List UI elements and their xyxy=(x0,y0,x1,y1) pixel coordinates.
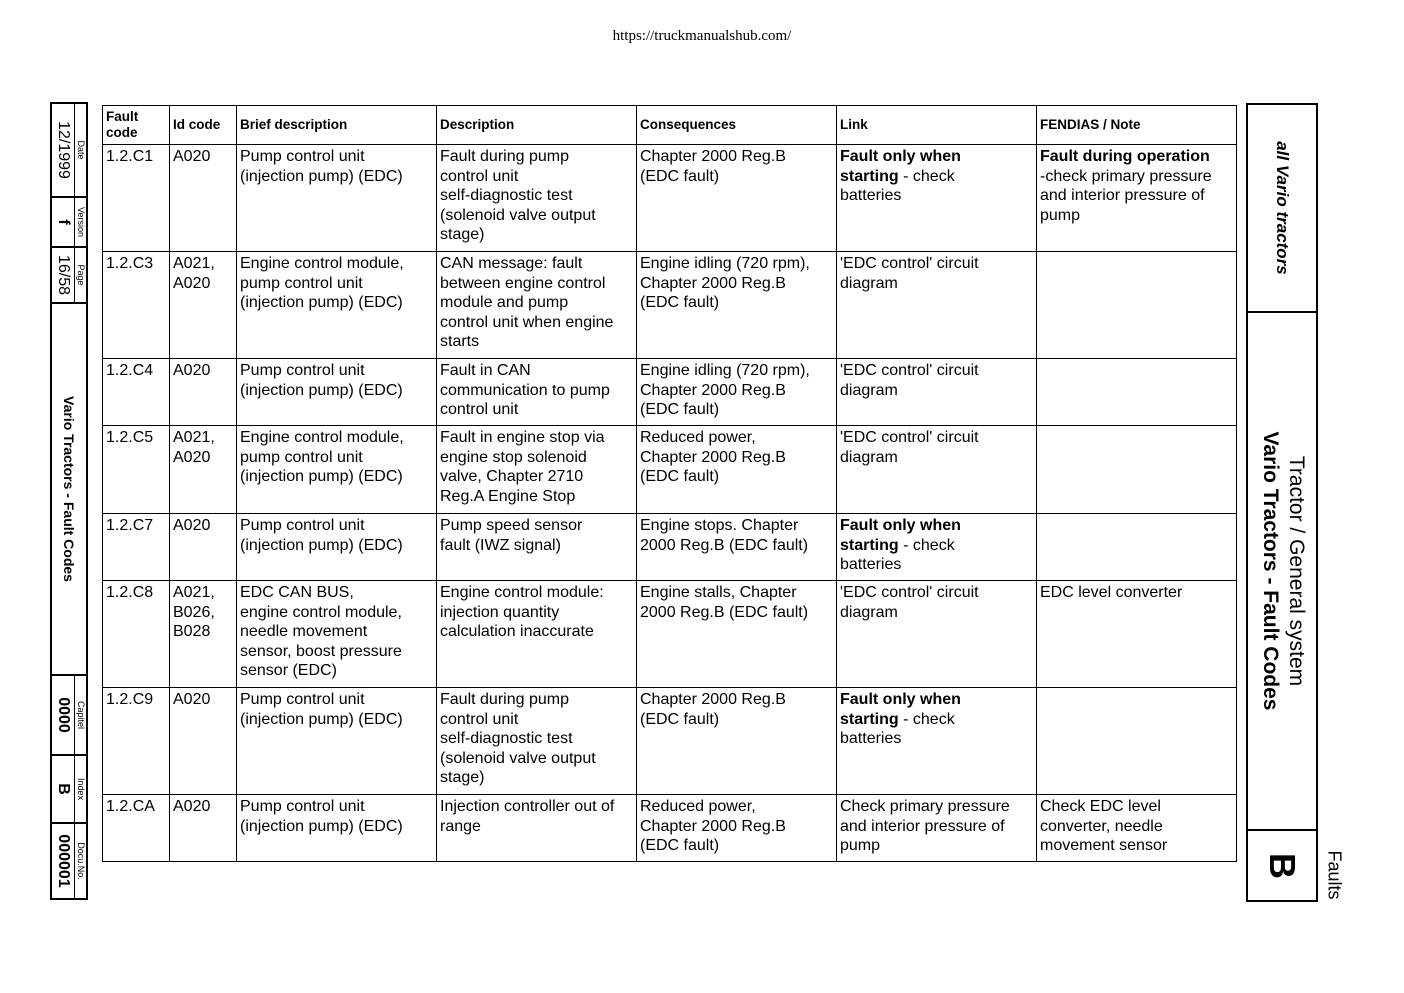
brief-description-cell: Engine control module, pump control unit (injection pump) (EDC) xyxy=(237,426,437,514)
col-header-fendias-note: FENDIAS / Note xyxy=(1037,106,1237,145)
link-cell xyxy=(837,426,1037,514)
consequences-cell: Chapter 2000 Reg.B (EDC fault) xyxy=(637,145,837,252)
category-text: Tractor / General system xyxy=(1285,455,1308,687)
id-code-cell: A021, A020 xyxy=(170,426,237,514)
description-cell: Pump speed sensor fault (IWZ signal) xyxy=(437,514,637,581)
link-cell xyxy=(837,145,1037,252)
link-bold-text: Fault only when starting xyxy=(840,691,961,728)
table-row xyxy=(103,426,1237,514)
fault-code-cell: 1.2.C7 xyxy=(103,514,170,581)
fault-code-cell: 1.2.CA xyxy=(103,795,170,862)
left-title: Vario Tractors - Fault Codes xyxy=(61,396,77,582)
col-header-fault-code: Fault code xyxy=(103,106,170,145)
note-cell xyxy=(1037,426,1237,514)
id-code-cell: A020 xyxy=(170,688,237,795)
link-cell xyxy=(837,688,1037,795)
brief-description-cell: Pump control unit (injection pump) (EDC) xyxy=(237,795,437,862)
consequences-cell: Reduced power, Chapter 2000 Reg.B (EDC fault) xyxy=(637,426,837,514)
table-row xyxy=(103,514,1237,581)
source-url: https://truckmanualshub.com/ xyxy=(612,28,792,44)
section-label-cell xyxy=(1322,850,1346,900)
link-text: Check primary pressure and interior pressure of pump xyxy=(840,798,1010,854)
table-row xyxy=(103,795,1237,862)
col-header-description: Description xyxy=(437,106,637,145)
version-value: f xyxy=(55,219,72,225)
col-header-brief-description: Brief description xyxy=(237,106,437,145)
description-cell: Fault in CAN communication to pump control unit xyxy=(437,359,637,426)
index-label: Index xyxy=(75,777,86,801)
note-text: EDC level converter xyxy=(1040,584,1183,601)
capitel-cell xyxy=(52,676,86,756)
table-row xyxy=(103,252,1237,359)
fault-code-cell: 1.2.C4 xyxy=(103,359,170,426)
link-text: 'EDC control' circuit diagram xyxy=(840,255,979,292)
fault-code-cell: 1.2.C9 xyxy=(103,688,170,795)
note-cell xyxy=(1037,145,1237,252)
capitel-value: 0000 xyxy=(55,697,72,733)
description-cell: Fault during pump control unit self-diagnostic test (solenoid valve output stage) xyxy=(437,145,637,252)
section-letter: B xyxy=(1262,852,1303,879)
page-label: Page xyxy=(75,264,86,286)
date-value: 12/1999 xyxy=(55,121,72,179)
link-cell xyxy=(837,514,1037,581)
note-cell xyxy=(1037,581,1237,688)
docu-label: Docu.No. xyxy=(75,842,86,880)
brief-description-cell: Pump control unit (injection pump) (EDC) xyxy=(237,688,437,795)
id-code-cell: A020 xyxy=(170,795,237,862)
consequences-cell: Chapter 2000 Reg.B (EDC fault) xyxy=(637,688,837,795)
brief-description-cell: Engine control module, pump control unit (injection pump) (EDC) xyxy=(237,252,437,359)
link-text: - check batteries xyxy=(840,536,955,573)
section-label: Faults xyxy=(1324,850,1345,900)
left-title-cell xyxy=(52,304,86,676)
id-code-cell: A020 xyxy=(170,514,237,581)
link-cell xyxy=(837,795,1037,862)
version-cell xyxy=(52,198,86,248)
version-label: Version xyxy=(75,206,86,238)
link-text: - check batteries xyxy=(840,710,955,747)
docu-value: 000001 xyxy=(55,834,72,888)
col-header-consequences: Consequences xyxy=(637,106,837,145)
brief-description-cell: Pump control unit (injection pump) (EDC) xyxy=(237,145,437,252)
table-row xyxy=(103,145,1237,252)
id-code-cell: A020 xyxy=(170,359,237,426)
consequences-cell: Reduced power, Chapter 2000 Reg.B (EDC fault) xyxy=(637,795,837,862)
description-cell: Engine control module: injection quantity calculation inaccurate xyxy=(437,581,637,688)
brief-description-cell: Pump control unit (injection pump) (EDC) xyxy=(237,359,437,426)
link-bold-text: Fault only when starting xyxy=(840,148,961,185)
col-header-id-code: Id code xyxy=(170,106,237,145)
fault-code-cell: 1.2.C1 xyxy=(103,145,170,252)
fault-code-cell: 1.2.C3 xyxy=(103,252,170,359)
link-text: - check batteries xyxy=(840,167,955,204)
id-code-cell: A021, B026, B028 xyxy=(170,581,237,688)
page-cell xyxy=(52,248,86,304)
index-cell xyxy=(52,756,86,824)
consequences-cell: Engine stops. Chapter 2000 Reg.B (EDC fault) xyxy=(637,514,837,581)
link-cell xyxy=(837,252,1037,359)
right-title-strip xyxy=(1246,103,1318,902)
description-cell: CAN message: fault between engine control module and pump control unit when engine starts xyxy=(437,252,637,359)
description-cell: Fault during pump control unit self-diagnostic test (solenoid valve output stage) xyxy=(437,688,637,795)
table-row xyxy=(103,359,1237,426)
right-title: Vario Tractors - Fault Codes xyxy=(1259,431,1282,711)
link-cell xyxy=(837,581,1037,688)
brief-description-cell: EDC CAN BUS, engine control module, needle movement sensor, boost pressure sensor (EDC) xyxy=(237,581,437,688)
note-cell xyxy=(1037,359,1237,426)
table-row xyxy=(103,688,1237,795)
fault-code-table xyxy=(102,105,1237,862)
consequences-cell: Engine idling (720 rpm), Chapter 2000 Reg.B (EDC fault) xyxy=(637,252,837,359)
link-text: 'EDC control' circuit diagram xyxy=(840,429,979,466)
date-label: Date xyxy=(75,140,86,160)
left-info-strip xyxy=(50,102,88,900)
link-text: 'EDC control' circuit diagram xyxy=(840,584,979,621)
id-code-cell: A020 xyxy=(170,145,237,252)
id-code-cell: A021, A020 xyxy=(170,252,237,359)
fault-code-cell: 1.2.C8 xyxy=(103,581,170,688)
table-row xyxy=(103,581,1237,688)
note-cell xyxy=(1037,795,1237,862)
note-cell xyxy=(1037,252,1237,359)
note-bold-text: Fault during operation xyxy=(1040,148,1210,165)
description-cell: Fault in engine stop via engine stop solenoid valve, Chapter 2710 Reg.A Engine Stop xyxy=(437,426,637,514)
date-cell xyxy=(52,104,86,198)
letter-cell xyxy=(1248,831,1316,900)
category-cell xyxy=(1248,313,1316,831)
brief-description-cell: Pump control unit (injection pump) (EDC) xyxy=(237,514,437,581)
consequences-cell: Engine idling (720 rpm), Chapter 2000 Reg.B (EDC fault) xyxy=(637,359,837,426)
index-value: B xyxy=(55,783,72,795)
docu-cell xyxy=(52,824,86,898)
scope-text: all Vario tractors xyxy=(1273,141,1292,275)
consequences-cell: Engine stalls, Chapter 2000 Reg.B (EDC fault) xyxy=(637,581,837,688)
fault-code-cell: 1.2.C5 xyxy=(103,426,170,514)
table-header-row xyxy=(103,106,1237,145)
note-text: -check primary pressure and interior pressure of pump xyxy=(1040,167,1212,224)
col-header-link: Link xyxy=(837,106,1037,145)
link-bold-text: Fault only when starting xyxy=(840,517,961,554)
page-value: 16/58 xyxy=(55,254,72,296)
scope-cell xyxy=(1248,105,1316,313)
capitel-label: Capitel xyxy=(75,700,86,730)
note-cell xyxy=(1037,688,1237,795)
link-cell xyxy=(837,359,1037,426)
note-cell xyxy=(1037,514,1237,581)
note-text: Check EDC level converter, needle movement sensor xyxy=(1040,798,1168,854)
link-text: 'EDC control' circuit diagram xyxy=(840,362,979,399)
description-cell: Injection controller out of range xyxy=(437,795,637,862)
